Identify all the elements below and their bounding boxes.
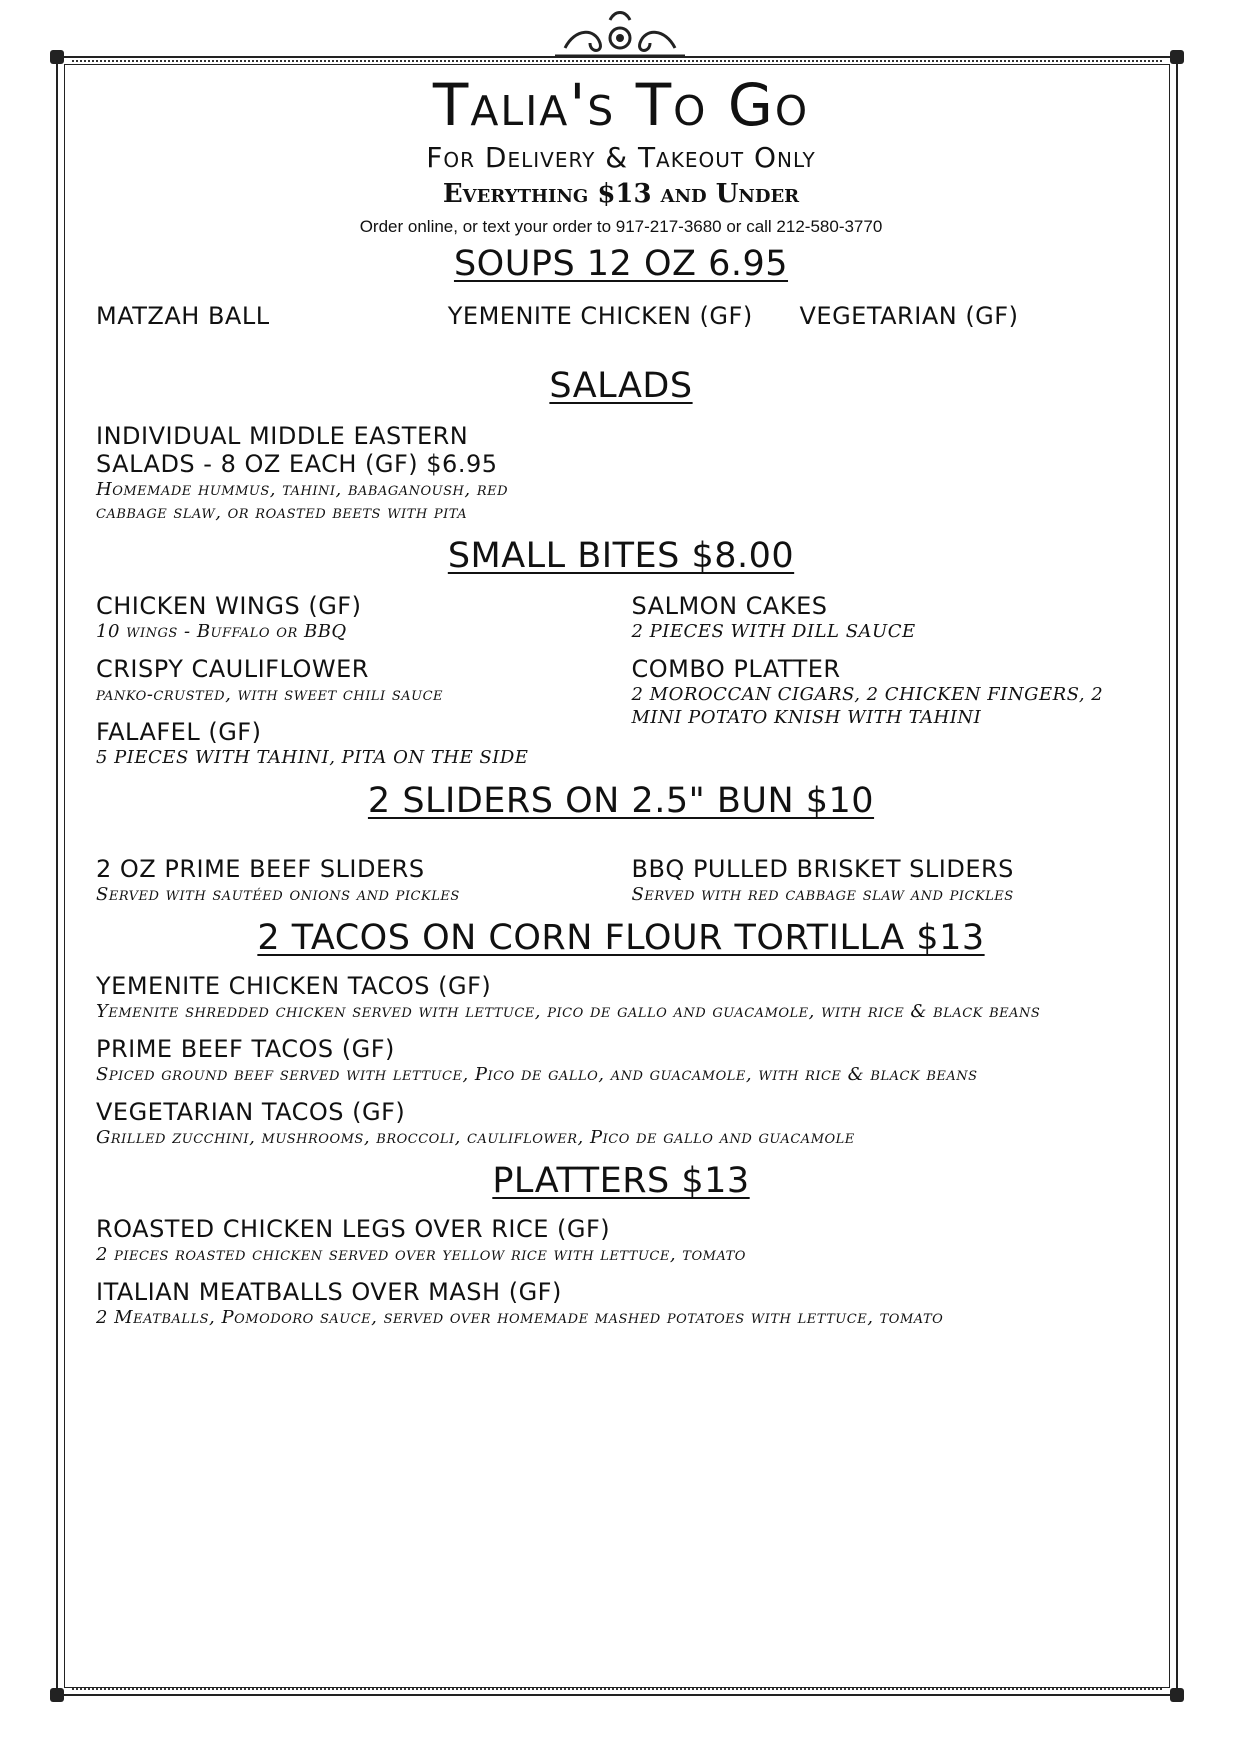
soups-list [96, 302, 1146, 330]
soup-item: VEGETARIAN (GF) [799, 302, 1019, 330]
item-name: COMBO PLATTER [631, 655, 841, 683]
section-heading-small-bites: SMALL BITES $8.00 [447, 536, 795, 576]
corner-ornament [1170, 1688, 1184, 1702]
menu-item [96, 855, 611, 906]
menu-item [96, 718, 611, 769]
item-description: 2 PIECES WITH DILL SAUCE [631, 621, 916, 642]
corner-ornament [50, 50, 64, 64]
restaurant-title: Talia's To Go [432, 71, 810, 139]
item-name: FALAFEL (GF) [96, 718, 262, 746]
item-description: 2 pieces roasted chicken served over yellow rice with lettuce, tomato [96, 1244, 746, 1265]
item-name: CHICKEN WINGS (GF) [96, 592, 362, 620]
item-name: ITALIAN MEATBALLS OVER MASH (GF) [96, 1278, 562, 1306]
item-description: Homemade hummus, tahini, babaganoush, red cabbage slaw, or roasted beets with pita [96, 479, 509, 523]
scroll-ornament-icon [555, 8, 685, 58]
menu-item [96, 592, 611, 643]
menu-item [96, 1278, 1146, 1329]
menu-item [632, 855, 1147, 906]
sliders-grid [96, 855, 1146, 918]
item-description: 10 wings - Buffalo or BBQ [96, 621, 347, 642]
item-name: CRISPY CAULIFLOWER [96, 655, 369, 683]
section-heading-sliders: 2 SLIDERS ON 2.5" BUN $10 [367, 781, 875, 821]
service-subtitle: For Delivery & Takeout Only [426, 141, 816, 174]
item-name: PRIME BEEF TACOS (GF) [96, 1035, 395, 1063]
sliders-left-column [96, 855, 611, 918]
menu-item [96, 1098, 1146, 1149]
item-description: Yemenite shredded chicken served with lettuce, pico de gallo and guacamole, with rice & black beans [96, 1001, 1041, 1022]
small-bites-grid [96, 592, 1146, 781]
item-description: Served with red cabbage slaw and pickles [631, 884, 1014, 905]
tacos-list [96, 972, 1146, 1149]
item-name: YEMENITE CHICKEN TACOS (GF) [96, 972, 492, 1000]
platters-list [96, 1215, 1146, 1329]
menu-item [96, 1215, 1146, 1266]
item-description: Served with sautéed onions and pickles [96, 884, 460, 905]
border-rope-top [72, 60, 1162, 62]
item-description: 5 PIECES WITH TAHINI, PITA ON THE SIDE [96, 747, 529, 768]
item-name: VEGETARIAN TACOS (GF) [96, 1098, 406, 1126]
section-heading-soups: SOUPS 12 OZ 6.95 [453, 244, 789, 284]
small-bites-left-column [96, 592, 611, 781]
menu-item [96, 972, 1146, 1023]
corner-ornament [50, 1688, 64, 1702]
item-name: BBQ PULLED BRISKET SLIDERS [631, 855, 1014, 883]
menu-item [632, 655, 1147, 729]
menu-item [96, 422, 566, 524]
order-contact: Order online, or text your order to 917-217-3680 or call 212-580-3770 [359, 217, 883, 236]
price-tagline: Everything $13 and Under [442, 179, 800, 209]
menu-item [96, 655, 611, 706]
item-description: 2 MOROCCAN CIGARS, 2 CHICKEN FINGERS, 2 MINI POTATO KNISH WITH TAHINI [631, 684, 1104, 728]
corner-ornament [1170, 50, 1184, 64]
soup-item: MATZAH BALL [96, 302, 270, 330]
item-description: 2 Meatballs, Pomodoro sauce, served over homemade mashed potatoes with lettuce, tomato [96, 1307, 944, 1328]
menu-item [96, 1035, 1146, 1086]
item-description: panko-crusted, with sweet chili sauce [96, 684, 444, 705]
section-heading-salads: SALADS [549, 366, 693, 406]
item-name: 2 OZ PRIME BEEF SLIDERS [96, 855, 425, 883]
menu-item [632, 592, 1147, 643]
small-bites-right-column [632, 592, 1147, 781]
border-rope-bottom [72, 1688, 1162, 1690]
menu-content [96, 70, 1146, 1341]
item-name: INDIVIDUAL MIDDLE EASTERN SALADS - 8 OZ EACH (GF) $6.95 [96, 422, 498, 478]
sliders-right-column [632, 855, 1147, 918]
section-heading-platters: PLATTERS $13 [492, 1161, 750, 1201]
item-description: Spiced ground beef served with lettuce, Pico de gallo, and guacamole, with rice & black beans [96, 1064, 978, 1085]
soup-item: YEMENITE CHICKEN (GF) [447, 302, 753, 330]
section-heading-tacos: 2 TACOS ON CORN FLOUR TORTILLA $13 [257, 918, 985, 958]
item-name: SALMON CAKES [631, 592, 828, 620]
item-name: ROASTED CHICKEN LEGS OVER RICE (GF) [96, 1215, 611, 1243]
item-description: Grilled zucchini, mushrooms, broccoli, cauliflower, Pico de gallo and guacamole [96, 1127, 855, 1148]
